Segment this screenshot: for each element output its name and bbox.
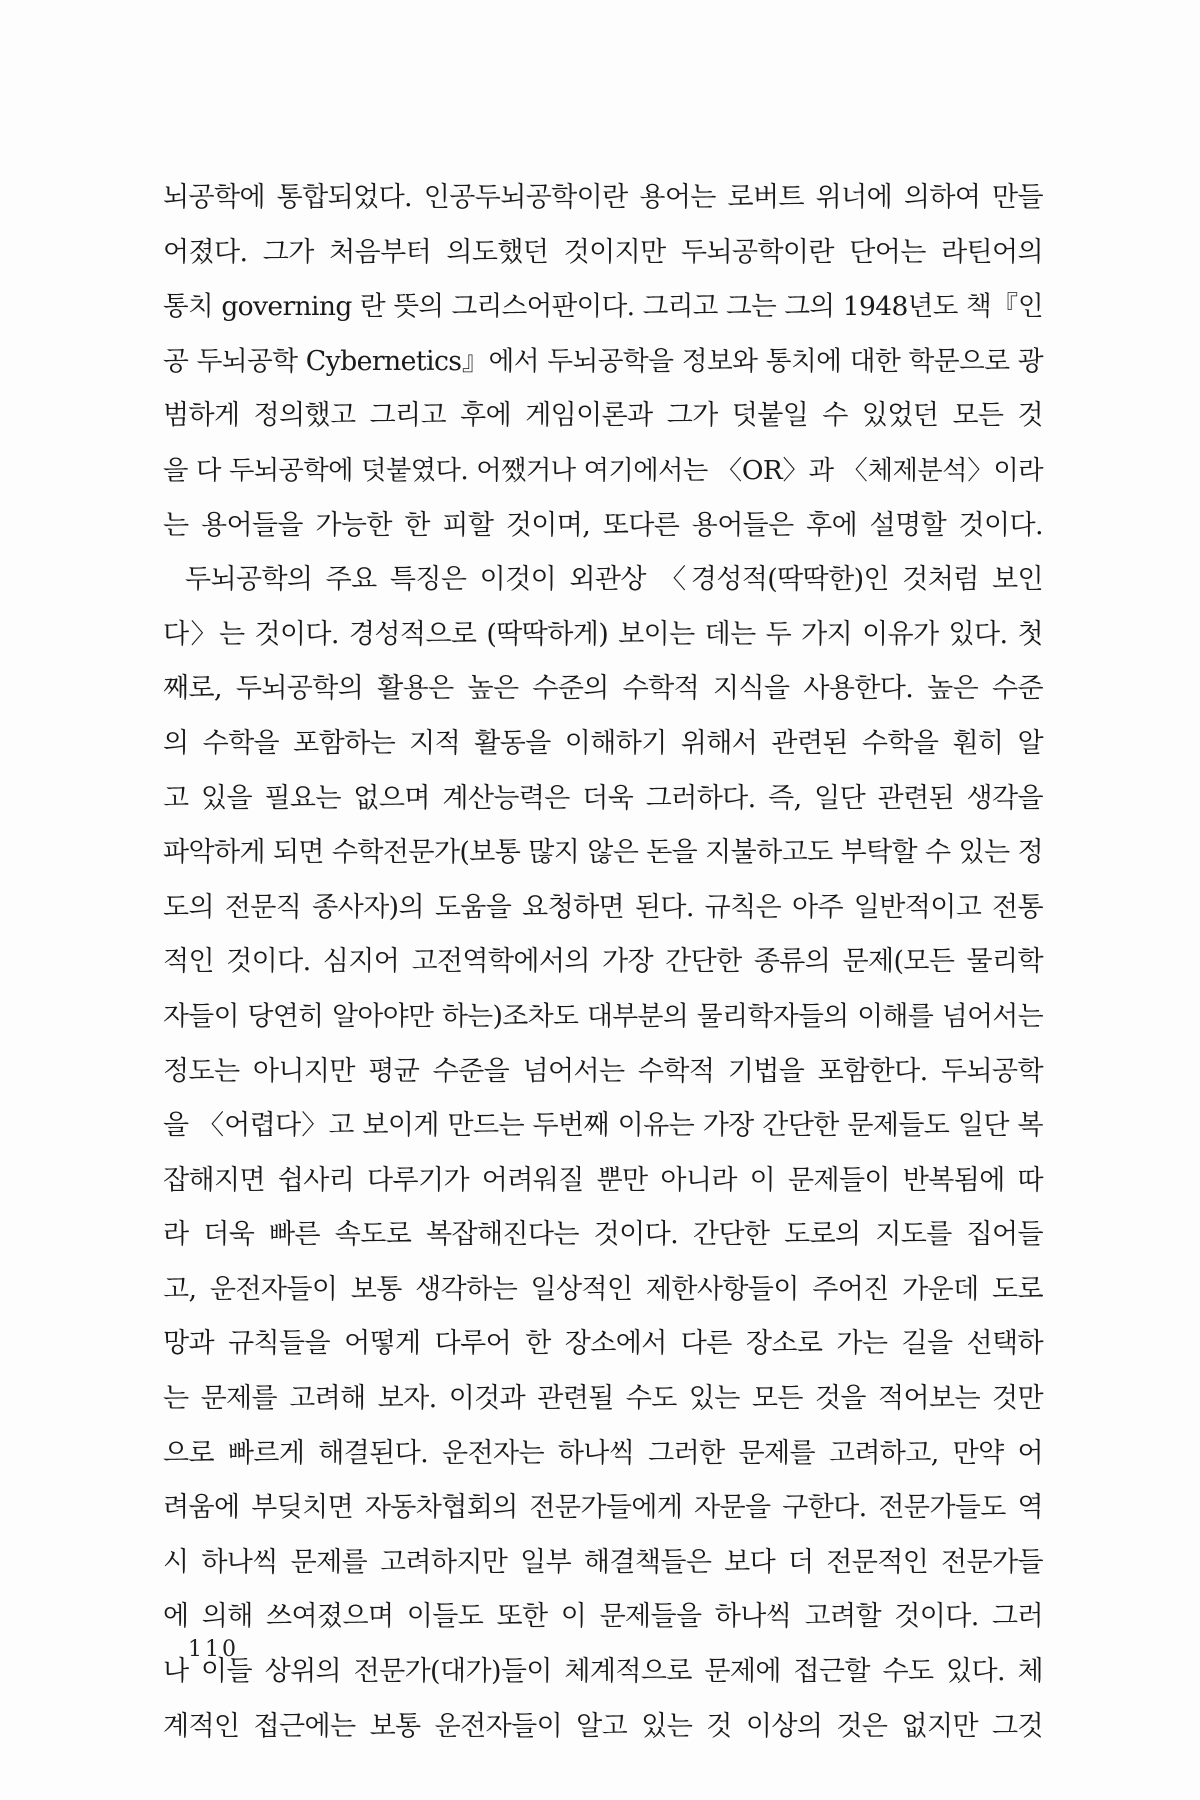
text-line: 도의 전문직 종사자)의 도움을 요청하면 된다. 규칙은 아주 일반적이고 전통 — [163, 891, 1043, 923]
text-line: 려움에 부딪치면 자동차협회의 전문가들에게 자문을 구한다. 전문가들도 역 — [163, 1492, 1043, 1524]
text-line: 어졌다. 그가 처음부터 의도했던 것이지만 두뇌공학이란 단어는 라틴어의 — [163, 236, 1043, 268]
text-line: 의 수학을 포함하는 지적 활동을 이해하기 위해서 관련된 수학을 훤히 알 — [163, 727, 1043, 759]
text-line: 을 〈어렵다〉고 보이게 만드는 두번째 이유는 가장 간단한 문제들도 일단 복 — [163, 1110, 1043, 1142]
text-line: 정도는 아니지만 평균 수준을 넘어서는 수학적 기법을 포함한다. 두뇌공학 — [163, 1055, 1043, 1087]
text-line: 고, 운전자들이 보통 생각하는 일상적인 제한사항들이 주어진 가운데 도로 — [163, 1273, 1043, 1305]
text-line: 뇌공학에 통합되었다. 인공두뇌공학이란 용어는 로버트 위너에 의하여 만들 — [163, 182, 1043, 213]
text-line: 고 있을 필요는 없으며 계산능력은 더욱 그러하다. 즉, 일단 관련된 생각을 — [163, 782, 1043, 814]
text-line: 파악하게 되면 수학전문가(보통 많지 않은 돈을 지불하고도 부탁할 수 있는 정 — [163, 837, 1043, 869]
text-line: 으로 빠르게 해결된다. 운전자는 하나씩 그러한 문제를 고려하고, 만약 어 — [163, 1437, 1043, 1469]
text-line: 망과 규칙들을 어떻게 다루어 한 장소에서 다른 장소로 가는 길을 선택하 — [163, 1328, 1043, 1360]
text-line: 는 용어들을 가능한 한 피할 것이며, 또다른 용어들은 후에 설명할 것이다. — [163, 509, 1043, 541]
text-line: 라 더욱 빠른 속도로 복잡해진다는 것이다. 간단한 도로의 지도를 집어들 — [163, 1219, 1043, 1251]
text-line: 을 다 두뇌공학에 덧붙였다. 어쨌거나 여기에서는 〈OR〉과 〈체제분석〉이라 — [163, 455, 1043, 486]
text-line: 계적인 접근에는 보통 운전자들이 알고 있는 것 이상의 것은 없지만 그것 — [163, 1710, 1043, 1742]
body-text — [163, 171, 1043, 1754]
text-line: 잡해지면 쉽사리 다루기가 어려워질 뿐만 아니라 이 문제들이 반복됨에 따 — [163, 1164, 1043, 1196]
text-line: 두뇌공학의 주요 특징은 이것이 외관상 〈경성적(딱딱한)인 것처럼 보인 — [185, 564, 1043, 596]
page-number: 110 — [188, 1637, 239, 1662]
text-line: 에 의해 쓰여졌으며 이들도 또한 이 문제들을 하나씩 고려할 것이다. 그러 — [163, 1601, 1043, 1633]
text-line: 공 두뇌공학 Cybernetics』에서 두뇌공학을 정보와 통치에 대한 학문으로 광 — [163, 345, 1043, 377]
text-line: 통치 governing 란 뜻의 그리스어판이다. 그리고 그는 그의 1948년도 책『인 — [163, 291, 1043, 323]
text-line: 범하게 정의했고 그리고 후에 게임이론과 그가 덧붙일 수 있었던 모든 것 — [163, 400, 1043, 432]
text-line: 다〉는 것이다. 경성적으로 (딱딱하게) 보이는 데는 두 가지 이유가 있다. 첫 — [163, 618, 1043, 650]
text-line: 나 이들 상위의 전문가(대가)들이 체계적으로 문제에 접근할 수도 있다. 체 — [163, 1656, 1043, 1688]
text-line: 째로, 두뇌공학의 활용은 높은 수준의 수학적 지식을 사용한다. 높은 수준 — [163, 673, 1043, 705]
text-line: 적인 것이다. 심지어 고전역학에서의 가장 간단한 종류의 문제(모든 물리학 — [163, 946, 1043, 978]
text-line: 는 문제를 고려해 보자. 이것과 관련될 수도 있는 모든 것을 적어보는 것만 — [163, 1383, 1043, 1415]
text-line: 자들이 당연히 알아야만 하는)조차도 대부분의 물리학자들의 이해를 넘어서는 — [163, 1000, 1043, 1032]
text-line: 시 하나씩 문제를 고려하지만 일부 해결책들은 보다 더 전문적인 전문가들 — [163, 1546, 1043, 1578]
